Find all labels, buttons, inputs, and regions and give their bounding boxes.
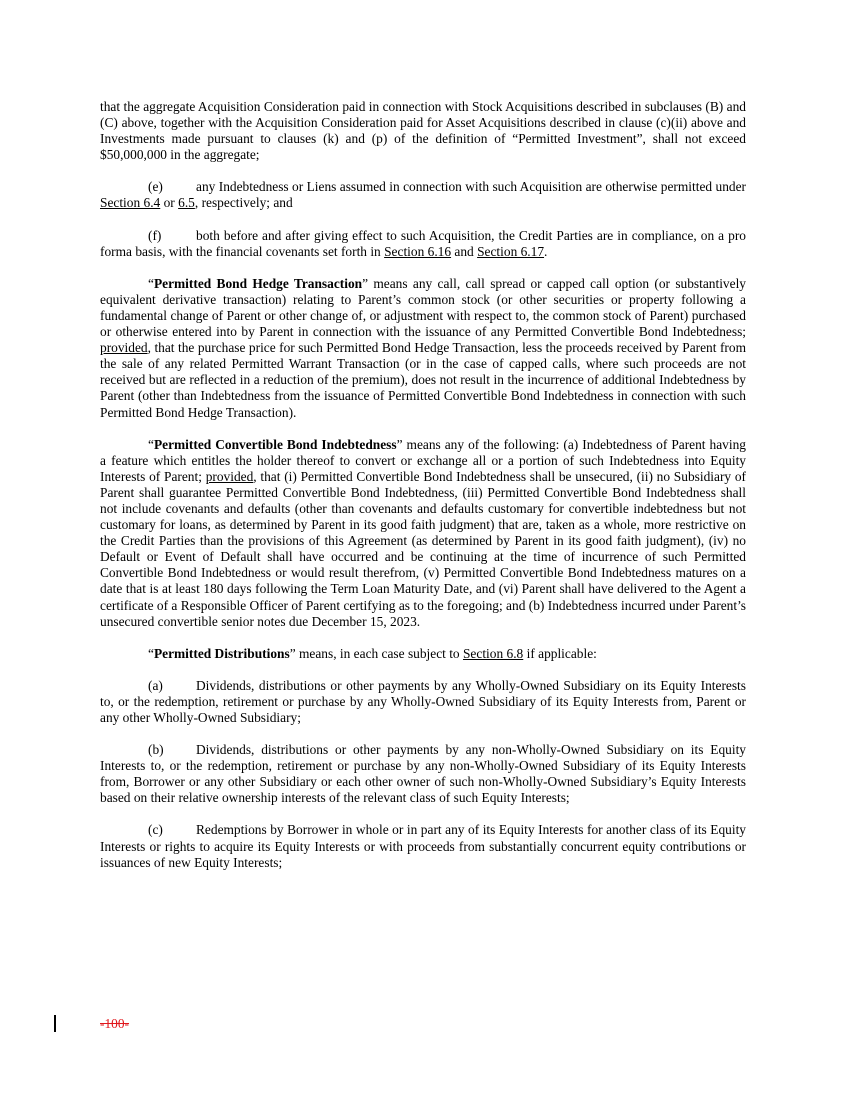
clause-e-text-end: , respectively; and (194, 195, 293, 211)
clause-e-text: any Indebtedness or Liens assumed in connection with such Acquisition are otherwise permitted under (196, 179, 746, 195)
distributions-text: ” means, in each case subject to (289, 645, 463, 661)
distribution-clause-a (100, 678, 746, 726)
defined-term-bond-hedge: Permitted Bond Hedge Transaction (153, 275, 363, 291)
open-quote: “ (148, 645, 154, 661)
clause-e (100, 179, 746, 211)
clause-a-text: Dividends, distributions or other payments by any Wholly-Owned Subsidiary on its Equity Interests to, or the redemption, retirement or purchase by any Wholly-Owned Subsidiary of its Equity Interests from, Parent or any other Wholly-Owned Subsidiary; (100, 677, 746, 725)
distributions-text-end: if applicable: (523, 645, 597, 661)
clause-f (100, 228, 746, 260)
defined-term-convertible-bond: Permitted Convertible Bond Indebtedness (153, 436, 397, 452)
page-number: -100- (100, 1016, 130, 1031)
distribution-clause-b (100, 742, 746, 806)
clause-b-label: (b) (148, 742, 164, 758)
clause-c-label: (c) (148, 822, 163, 838)
definition-convertible-bond (100, 437, 746, 630)
convertible-text-cont: , that (i) Permitted Convertible Bond Indebtedness shall be unsecured, (ii) no Subsidiary of Parent shall guarantee Permitted Convertible Bond Indebtedness, (iii) Permitted Convertible Bond Indebtedness shall not include covenants and defaults (other than covenants and defaults customary for convertible indebtedness but not customary for loans, as determined by Parent in its good faith judgment) that are, taken as a whole, more restrictive on the Credit Parties than the provisions of this Agreement (as determined by Parent in its good faith judgment), (iv) no Default or Event of Default shall have occurred and be continuing at the time of incurrence of such Permitted Convertible Bond Indebtedness or would result therefrom, (v) Permitted Convertible Bond Indebtedness matures on a date that is at least 180 days following the Term Loan Maturity Date, and (vi) Parent shall have delivered to the Agent a certificate of a Responsible Officer of Parent certifying as to the foregoing; and (b) Indebtedness incurred under Parent’s unsecured convertible senior notes due December 15, 2023. (100, 468, 746, 629)
clause-f-text-and: and (451, 243, 478, 259)
clause-e-label: (e) (148, 179, 163, 195)
open-quote: “ (148, 275, 154, 291)
section-6-5-link[interactable]: 6.5 (178, 195, 195, 211)
clause-a-label: (a) (148, 677, 163, 693)
section-6-16-link[interactable]: Section 6.16 (384, 243, 452, 259)
revision-change-bar (54, 1015, 56, 1032)
section-6-4-link[interactable]: Section 6.4 (100, 195, 161, 211)
defined-term-distributions: Permitted Distributions (153, 645, 290, 661)
section-6-17-link[interactable]: Section 6.17 (477, 243, 545, 259)
bond-hedge-text-cont: , that the purchase price for such Permitted Bond Hedge Transaction, less the proceeds received by Parent from the sale of any related Permitted Warrant Transaction (or in the case of capped calls, where such proceeds are not received but are reflected in a reduction of the premium), does not result in the incurrence of additional Indebtedness by Parent (other than Indebtedness from the issuance of Permitted Convertible Bond Indebtedness in connection with such Permitted Bond Hedge Transaction). (100, 340, 746, 420)
document-page (100, 99, 746, 887)
provided-term: provided (100, 340, 148, 356)
distribution-clause-c (100, 822, 746, 870)
clause-c-text: Redemptions by Borrower in whole or in part any of its Equity Interests for another class of its Equity Interests or rights to acquire its Equity Interests or with proceeds from substantially concurrent equity contributions or issuances of new Equity Interests; (100, 822, 746, 870)
provided-term: provided (205, 468, 254, 484)
definition-distributions (100, 646, 746, 662)
clause-e-text-or: or (160, 195, 179, 211)
clause-b-text: Dividends, distributions or other payments by any non-Wholly-Owned Subsidiary on its Equity Interests to, or the redemption, retirement or purchase by any non-Wholly-Owned Subsidiary of its Equity Interests from, Borrower or any other Subsidiary or each other owner of such non-Wholly-Owned Subsidiary’s Equity Interests based on their relative ownership interests of the relevant class of such Equity Interests; (100, 742, 746, 806)
section-6-8-link[interactable]: Section 6.8 (462, 645, 524, 661)
open-quote: “ (148, 436, 154, 452)
clause-f-text: both before and after giving effect to such Acquisition, the Credit Parties are in compliance, on a pro forma basis, with the financial covenants set forth in (100, 227, 746, 259)
continuation-paragraph: that the aggregate Acquisition Consideration paid in connection with Stock Acquisitions described in subclauses (B) and (C) above, together with the Acquisition Consideration paid for Asset Acquisitions described in clause (c)(ii) above and Investments made pursuant to clauses (k) and (p) of the definition of “Permitted Investment”, shall not exceed $50,000,000 in the aggregate; (100, 99, 746, 163)
clause-f-label: (f) (148, 227, 162, 243)
bond-hedge-text: ” means any call, call spread or capped call option (or substantively equivalent derivative transaction) relating to Parent’s common stock (or other securities or property following a fundamental change of Parent or other change of, or adjustment with respect to, the common stock of Parent) purchased or otherwise entered into by Parent in connection with the issuance of any Permitted Convertible Bond Indebtedness; (100, 275, 746, 340)
definition-bond-hedge (100, 276, 746, 421)
convertible-text: ” means any of the following: (a) Indebtedness of Parent having a feature which entitles the holder thereof to convert or exchange all or a portion of such Indebtedness into Equity Interests of Parent; (100, 436, 746, 484)
clause-f-text-end: . (544, 243, 548, 259)
